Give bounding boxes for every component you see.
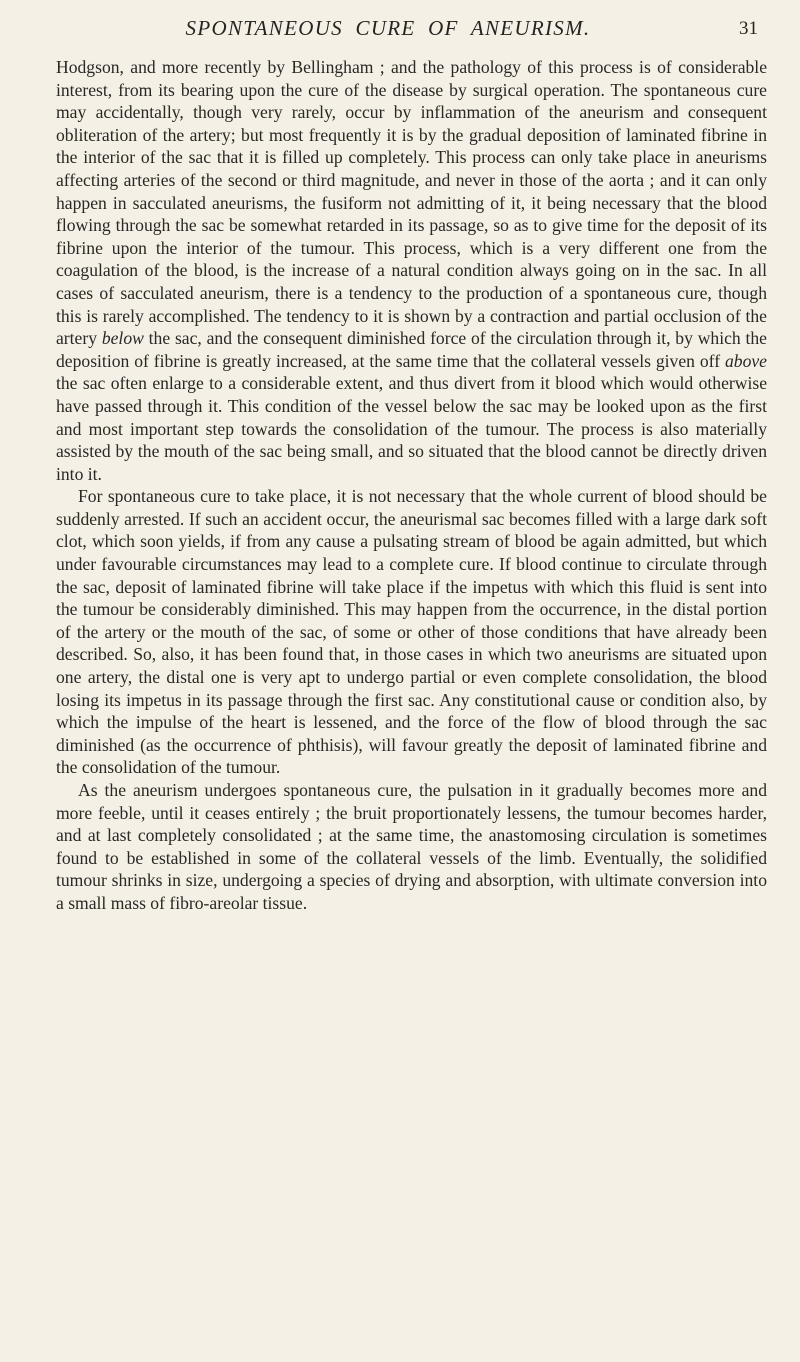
body-text [56,56,767,915]
running-head [56,12,760,52]
emphasis-below: below [101,328,144,349]
emphasis-above: above [724,350,767,371]
paragraph-2: For spontaneous cure to take place, it is not necessary that the whole current of blood should be suddenly arrested. If such an accident occur, the aneurismal sac becomes filled with a large dark soft clot, which soon yields, if from any cause a pulsating stream of blood be again admitted, but which under favourable circumstances may lead to a complete cure. If blood continue to circulate through the sac, deposit of laminated fibrine will take place if the impetus with which this fluid is sent into the tumour be considerably diminished. This may happen from the occurrence, in the distal portion of the artery or the mouth of the sac, of some or other of those conditions that have already been described. So, also, it has been found that, in those cases in which two aneurisms are situated upon one artery, the distal one is very apt to undergo partial or even complete consolidation, the blood losing its impetus in its passage through the first sac. Any constitutional cause or condition also, by which the impulse of the heart is lessened, and the force of the flow of blood through the sac diminished (as the occurrence of phthisis), will favour greatly the deposit of laminated fibrine and the consolidation of the tumour. [56,486,767,778]
paragraph-3: As the aneurism undergoes spontaneous cure, the pulsation in it gradually becomes more and more feeble, until it ceases entirely ; the bruit proportionately lessens, the tumour becomes harder, and at last completely consolidated ; at the same time, the anastomosing circulation is sometimes found to be established in some of the collateral vessels of the limb. Eventually, the solidified tumour shrinks in size, undergoing a species of drying and absorption, with ultimate conversion into a small mass of fibro-areolar tissue. [56,780,767,913]
paragraph-1-part-1: Hodgson, and more recently by Bellingham ; and the pathology of this process is of considerable interest, from its bearing upon the cure of the disease by surgical operation. The spontaneous cure may accidentally, though very rarely, occur by inflammation of the aneurism and consequent obliteration of the artery; but most frequently it is by the gradual deposition of laminated fibrine in the interior of the sac that it is filled up completely. This process can only take place in aneurisms affecting arteries of the second or third magnitude, and never in those of the aorta ; and it can only happen in sacculated aneurisms, the fusiform not admitting of it, it being necessary that the blood flowing through the sac be somewhat retarded in its passage, so as to give time for the deposit of its fibrine upon the interior of the tumour. This process, which is a very different one from the coagulation of the blood, is the increase of a natural condition always going on in the sac. In all cases of sacculated aneurism, there is a tendency to the production of a spontaneous cure, though this is rarely accomplished. The tendency to it is shown by a contraction and partial occlusion of the artery [56,57,767,349]
page-number: 31 [739,18,758,39]
paragraph-1 [56,56,767,485]
running-title: SPONTANEOUS CURE OF ANEURISM. [185,16,591,40]
paragraph-1-part-2: the sac, and the consequent diminished force of the circulation through it, by which the deposition of fibrine is greatly increased, at the same time that the collateral vessels given off [56,328,767,371]
paragraph-1-part-3: the sac often enlarge to a considerable extent, and thus divert from it blood which would otherwise have passed through it. This condition of the vessel below the sac may be looked upon as the first and most important step towards the consolidation of the tumour. The process is also materially assisted by the mouth of the sac being small, and so situated that the blood cannot be directly driven into it. [56,373,767,484]
